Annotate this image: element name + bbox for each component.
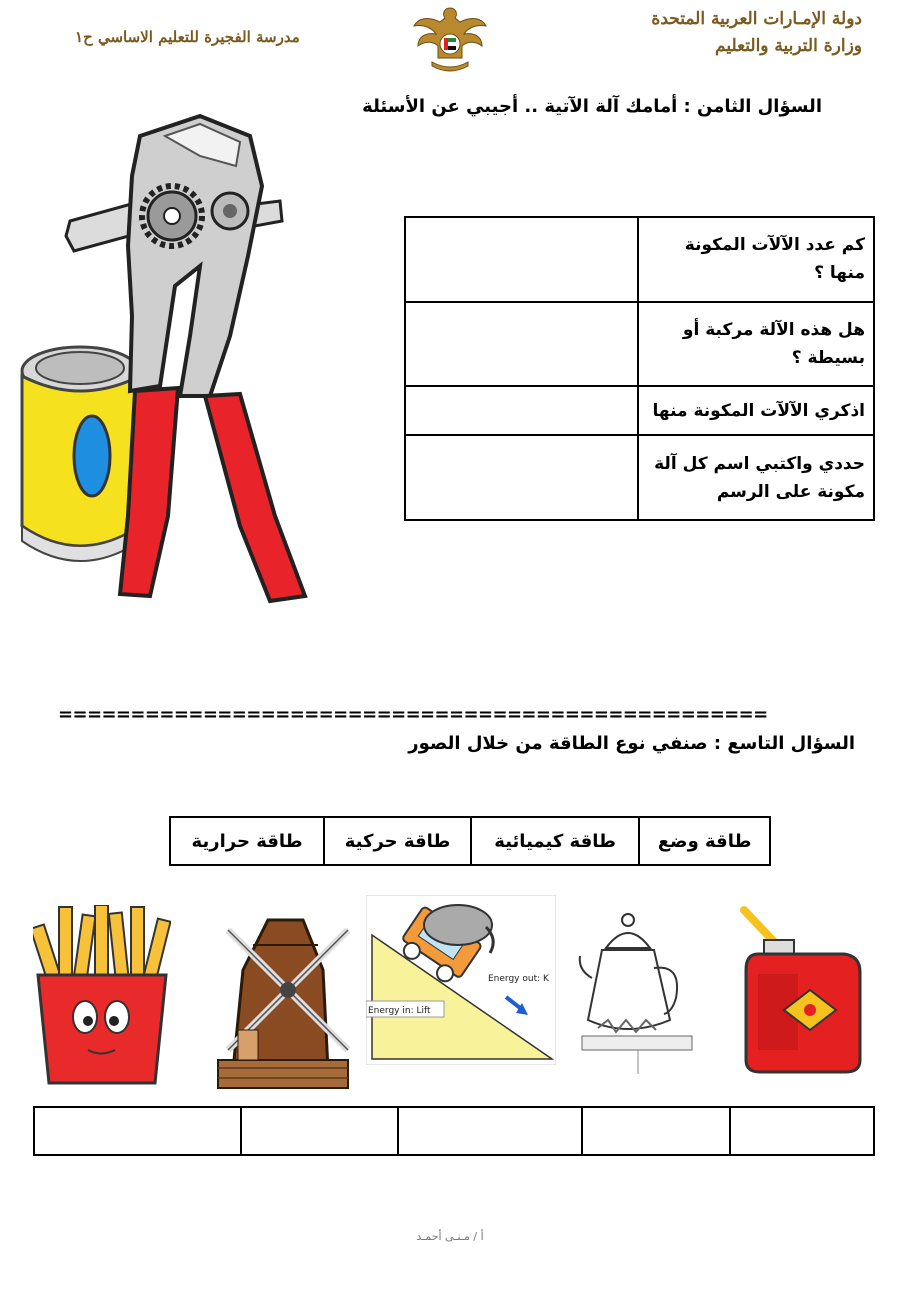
table-row [405, 217, 874, 302]
answer-cell[interactable] [405, 302, 638, 387]
section-separator: ================================================= [58, 704, 768, 725]
answer-cell[interactable] [730, 1107, 874, 1155]
header-right [651, 6, 862, 60]
energy-type-cell: طاقة وضع [639, 817, 770, 865]
school-name: مدرسة الفجيرة للتعليم الاساسي ح١ [75, 28, 300, 46]
answers-table [33, 1106, 875, 1156]
question-8-title: السؤال الثامن : أمامك آلة الآتية .. أجيبي عن الأسئلة [362, 96, 822, 117]
answer-cell[interactable] [34, 1107, 241, 1155]
table-row [170, 817, 770, 865]
question-cell: حددي واكتبي اسم كل آلة مكونة على الرسم [638, 435, 874, 520]
fuel-can-image [738, 900, 868, 1080]
french-fries-image [33, 905, 171, 1087]
ministry-name: وزارة التربية والتعليم [715, 36, 862, 56]
ramp-label-energy-out: Energy out: K [488, 974, 549, 984]
question-cell: اذكري الآلآت المكونة منها [638, 386, 874, 435]
question-8-table [404, 216, 875, 521]
energy-type-cell: طاقة كيميائية [471, 817, 639, 865]
answer-cell[interactable] [398, 1107, 582, 1155]
answer-cell[interactable] [405, 386, 638, 435]
answer-cell[interactable] [405, 435, 638, 520]
table-row [405, 302, 874, 387]
energy-type-cell: طاقة حرارية [170, 817, 324, 865]
windmill-image [198, 910, 358, 1090]
question-9-title: السؤال التاسع : صنفي نوع الطاقة من خلال الصور [408, 733, 855, 754]
answer-cell[interactable] [582, 1107, 730, 1155]
teapot-image [578, 908, 700, 1078]
question-cell: هل هذه الآلة مركبة أو بسيطة ؟ [638, 302, 874, 387]
country-name: دولة الإمـارات العربية المتحدة [651, 9, 862, 29]
question-cell: كم عدد الآلآت المكونة منها ؟ [638, 217, 874, 302]
table-row [34, 1107, 874, 1155]
footer-author: أ / مـنـى أحمـد [416, 1230, 484, 1243]
table-row [405, 435, 874, 520]
energy-types-table [169, 816, 771, 866]
ramp-energy-image [366, 895, 556, 1065]
answer-cell[interactable] [405, 217, 638, 302]
can-opener-image [0, 96, 310, 611]
table-row [405, 386, 874, 435]
energy-type-cell: طاقة حركية [324, 817, 471, 865]
answer-cell[interactable] [241, 1107, 398, 1155]
ramp-label-energy-in: Energy in: Lift [368, 1006, 431, 1016]
uae-emblem-icon [410, 2, 490, 76]
